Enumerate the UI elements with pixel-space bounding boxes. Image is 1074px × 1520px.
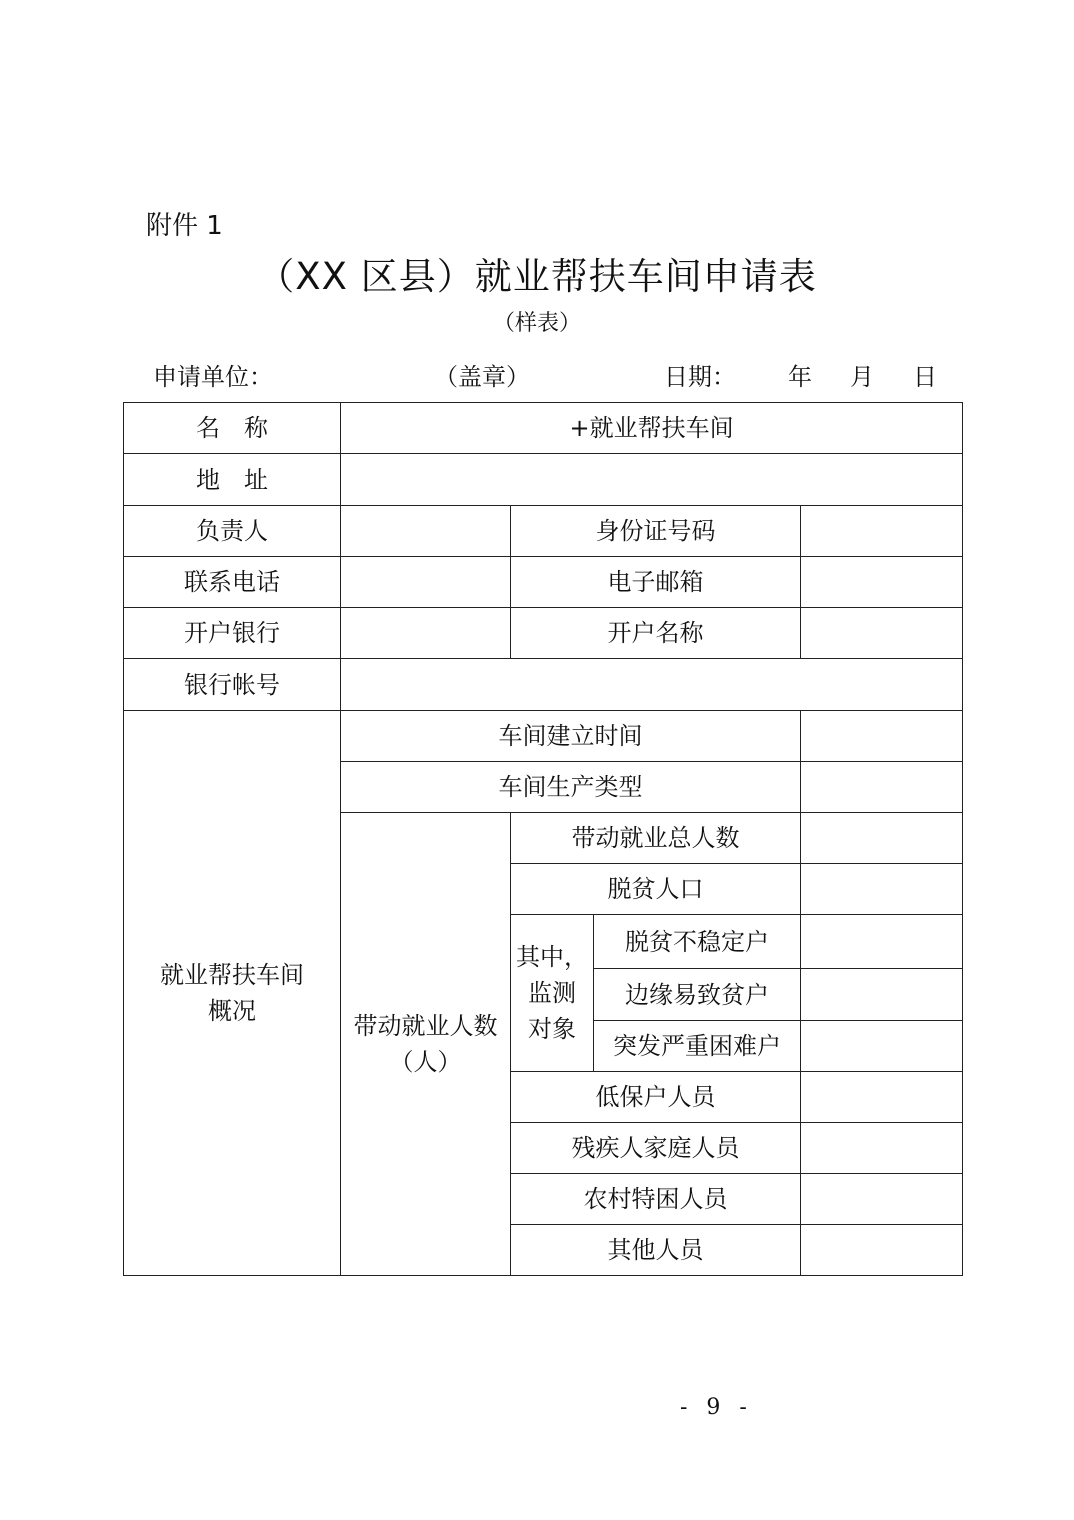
id-number-label: 身份证号码 [511, 506, 801, 557]
production-type-value[interactable] [801, 762, 963, 813]
subsistence-label: 低保户人员 [511, 1072, 801, 1123]
table-row [124, 454, 963, 506]
table-row [124, 608, 963, 659]
marginal-household-value[interactable] [801, 969, 963, 1021]
employment-count-line1: 带动就业人数 [353, 1012, 498, 1040]
month-label: 月 [850, 363, 874, 391]
seal-label: （盖章） [434, 363, 530, 391]
page-number: - 9 - [680, 1395, 753, 1420]
marginal-household-label: 边缘易致贫户 [594, 969, 801, 1021]
overview-label-line2: 概况 [208, 997, 256, 1025]
total-employment-label: 带动就业总人数 [511, 813, 801, 864]
table-row [124, 711, 963, 762]
subsistence-value[interactable] [801, 1072, 963, 1123]
unstable-household-value[interactable] [801, 915, 963, 969]
other-personnel-value[interactable] [801, 1225, 963, 1276]
production-type-label: 车间生产类型 [341, 762, 801, 813]
other-personnel-label: 其他人员 [511, 1225, 801, 1276]
bank-label: 开户银行 [124, 608, 341, 659]
rural-hardship-value[interactable] [801, 1174, 963, 1225]
account-number-value[interactable] [341, 659, 963, 711]
name-value[interactable]: +就业帮扶车间 [341, 403, 963, 454]
account-name-value[interactable] [801, 608, 963, 659]
monitoring-label [511, 915, 594, 1072]
address-value[interactable] [341, 454, 963, 506]
application-form-table [123, 402, 963, 1276]
attachment-label: 附件 1 [146, 211, 223, 241]
employment-count-line2: （人） [389, 1048, 462, 1076]
established-time-label: 车间建立时间 [341, 711, 801, 762]
monitoring-line1: 其中， [516, 943, 588, 971]
table-row [124, 659, 963, 711]
sudden-hardship-value[interactable] [801, 1021, 963, 1072]
address-label: 地址 [124, 454, 341, 506]
date-label: 日期： [664, 363, 736, 391]
account-name-label: 开户名称 [511, 608, 801, 659]
leader-value[interactable] [341, 506, 511, 557]
year-label: 年 [788, 363, 812, 391]
monitoring-line3: 对象 [528, 1015, 576, 1043]
id-number-value[interactable] [801, 506, 963, 557]
employment-count-label [341, 813, 511, 1276]
rural-hardship-label: 农村特困人员 [511, 1174, 801, 1225]
table-row [124, 557, 963, 608]
applicant-label: 申请单位： [153, 363, 273, 391]
total-employment-value[interactable] [801, 813, 963, 864]
monitoring-line2: 监测 [528, 979, 576, 1007]
overview-label-line1: 就业帮扶车间 [160, 961, 304, 989]
established-time-value[interactable] [801, 711, 963, 762]
name-label: 名称 [124, 403, 341, 454]
leader-label: 负责人 [124, 506, 341, 557]
phone-label: 联系电话 [124, 557, 341, 608]
sudden-hardship-label: 突发严重困难户 [594, 1021, 801, 1072]
disabled-family-label: 残疾人家庭人员 [511, 1123, 801, 1174]
account-number-label: 银行帐号 [124, 659, 341, 711]
unstable-household-label: 脱贫不稳定户 [594, 915, 801, 969]
phone-value[interactable] [341, 557, 511, 608]
page-subtitle: （样表） [492, 311, 581, 336]
page-title: （XX 区县）就业帮扶车间申请表 [257, 255, 817, 298]
overview-label [124, 711, 341, 1276]
poverty-population-value[interactable] [801, 864, 963, 915]
email-label: 电子邮箱 [511, 557, 801, 608]
table-row [124, 403, 963, 454]
table-row [124, 506, 963, 557]
email-value[interactable] [801, 557, 963, 608]
poverty-population-label: 脱贫人口 [511, 864, 801, 915]
bank-value[interactable] [341, 608, 511, 659]
disabled-family-value[interactable] [801, 1123, 963, 1174]
day-label: 日 [913, 363, 937, 391]
